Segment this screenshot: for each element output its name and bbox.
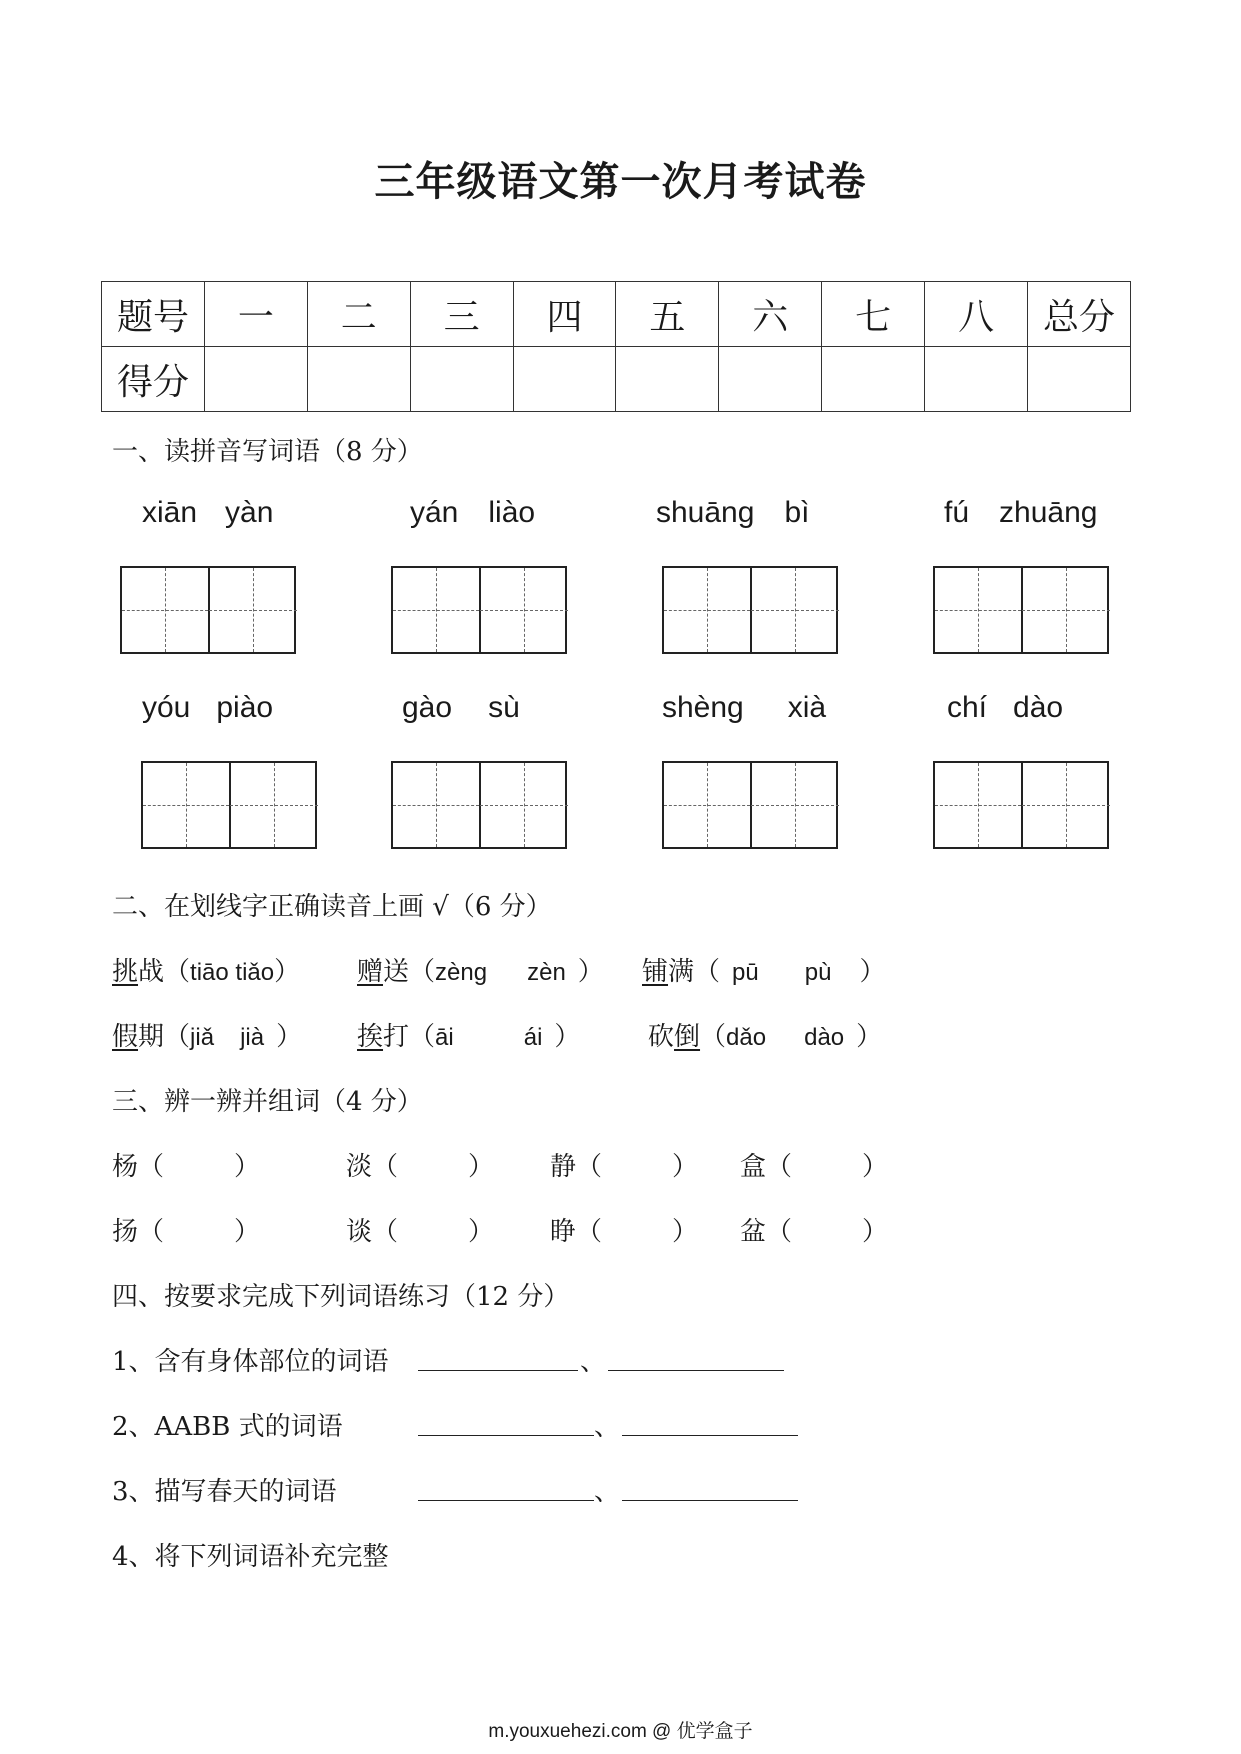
score-input-cell[interactable] <box>616 347 719 412</box>
score-cell: 五 <box>616 282 719 347</box>
score-cell: 一 <box>204 282 307 347</box>
word-group-item[interactable]: 杨（ ） <box>112 1152 261 1182</box>
footer-watermark: m.youxuehezi.com @ 优学盒子 <box>488 1721 753 1742</box>
pinyin-word-8: chí dào <box>947 691 1064 724</box>
question-4: 4、将下列词语补充完整 <box>112 1542 389 1572</box>
reading-item: 假期（jiǎ jià ） <box>112 1022 303 1052</box>
score-table-score-row <box>102 347 1131 412</box>
pinyin-word-1: xiān yàn <box>142 496 274 529</box>
question-3: 3、描写春天的词语 <box>112 1477 337 1507</box>
separator: 、 <box>580 1347 607 1377</box>
word-group-item[interactable]: 扬（ ） <box>112 1217 261 1247</box>
score-table-header-row <box>102 282 1131 347</box>
score-input-cell[interactable] <box>513 347 616 412</box>
score-input-cell[interactable] <box>410 347 513 412</box>
score-cell: 总分 <box>1028 282 1131 347</box>
writing-grid[interactable] <box>933 566 1109 654</box>
writing-grid[interactable] <box>933 761 1109 849</box>
pinyin-word-7: shèng xià <box>662 691 827 724</box>
word-group-item[interactable]: 盒（ ） <box>740 1152 889 1182</box>
writing-grid[interactable] <box>120 566 296 654</box>
score-cell: 四 <box>513 282 616 347</box>
reading-item: 铺满（ pū pù ） <box>642 957 886 987</box>
score-cell: 二 <box>307 282 410 347</box>
score-input-cell[interactable] <box>925 347 1028 412</box>
score-row-label: 得分 <box>102 347 205 412</box>
section3-heading: 三、辨一辨并组词（4 分） <box>112 1087 423 1117</box>
score-cell: 六 <box>719 282 822 347</box>
score-cell: 七 <box>822 282 925 347</box>
score-cell: 八 <box>925 282 1028 347</box>
question-1: 1、含有身体部位的词语 <box>112 1347 389 1377</box>
score-input-cell[interactable] <box>204 347 307 412</box>
word-group-item[interactable]: 静（ ） <box>550 1152 699 1182</box>
question-2: 2、AABB 式的词语 <box>112 1412 343 1442</box>
score-input-cell[interactable] <box>719 347 822 412</box>
page-title: 三年级语文第一次月考试卷 <box>374 158 867 205</box>
reading-item: 砍倒（dǎo dào ） <box>648 1022 883 1052</box>
pinyin-word-2: yán liào <box>410 496 536 529</box>
pinyin-word-3: shuāng bì <box>656 496 810 529</box>
score-cell: 三 <box>410 282 513 347</box>
writing-grid[interactable] <box>391 761 567 849</box>
score-input-cell[interactable] <box>822 347 925 412</box>
section4-heading: 四、按要求完成下列词语练习（12 分） <box>112 1282 570 1312</box>
writing-grid[interactable] <box>662 566 838 654</box>
score-cell: 题号 <box>102 282 205 347</box>
score-table <box>101 281 1131 412</box>
answer-line[interactable] <box>622 1411 798 1440</box>
reading-item: 挨打（āi ái ） <box>357 1022 581 1052</box>
answer-line[interactable] <box>608 1346 784 1375</box>
answer-line[interactable] <box>622 1476 798 1505</box>
score-input-cell[interactable] <box>1028 347 1131 412</box>
pinyin-word-4: fú zhuāng <box>944 496 1098 529</box>
section2-heading: 二、在划线字正确读音上画 √（6 分） <box>112 892 552 922</box>
separator: 、 <box>594 1477 621 1507</box>
answer-line[interactable] <box>418 1476 594 1505</box>
pinyin-word-5: yóu piào <box>142 691 274 724</box>
writing-grid[interactable] <box>391 566 567 654</box>
answer-line[interactable] <box>418 1346 578 1375</box>
reading-item: 赠送（zèng zèn ） <box>357 957 604 987</box>
word-group-item[interactable]: 谈（ ） <box>346 1217 495 1247</box>
score-input-cell[interactable] <box>307 347 410 412</box>
reading-item: 挑战（tiāo tiǎo） <box>112 957 301 987</box>
answer-line[interactable] <box>418 1411 594 1440</box>
word-group-item[interactable]: 睁（ ） <box>550 1217 699 1247</box>
word-group-item[interactable]: 淡（ ） <box>346 1152 495 1182</box>
separator: 、 <box>594 1412 621 1442</box>
word-group-item[interactable]: 盆（ ） <box>740 1217 889 1247</box>
section1-heading: 一、读拼音写词语（8 分） <box>112 437 423 467</box>
writing-grid[interactable] <box>662 761 838 849</box>
pinyin-word-6: gào sù <box>402 691 520 724</box>
writing-grid[interactable] <box>141 761 317 849</box>
